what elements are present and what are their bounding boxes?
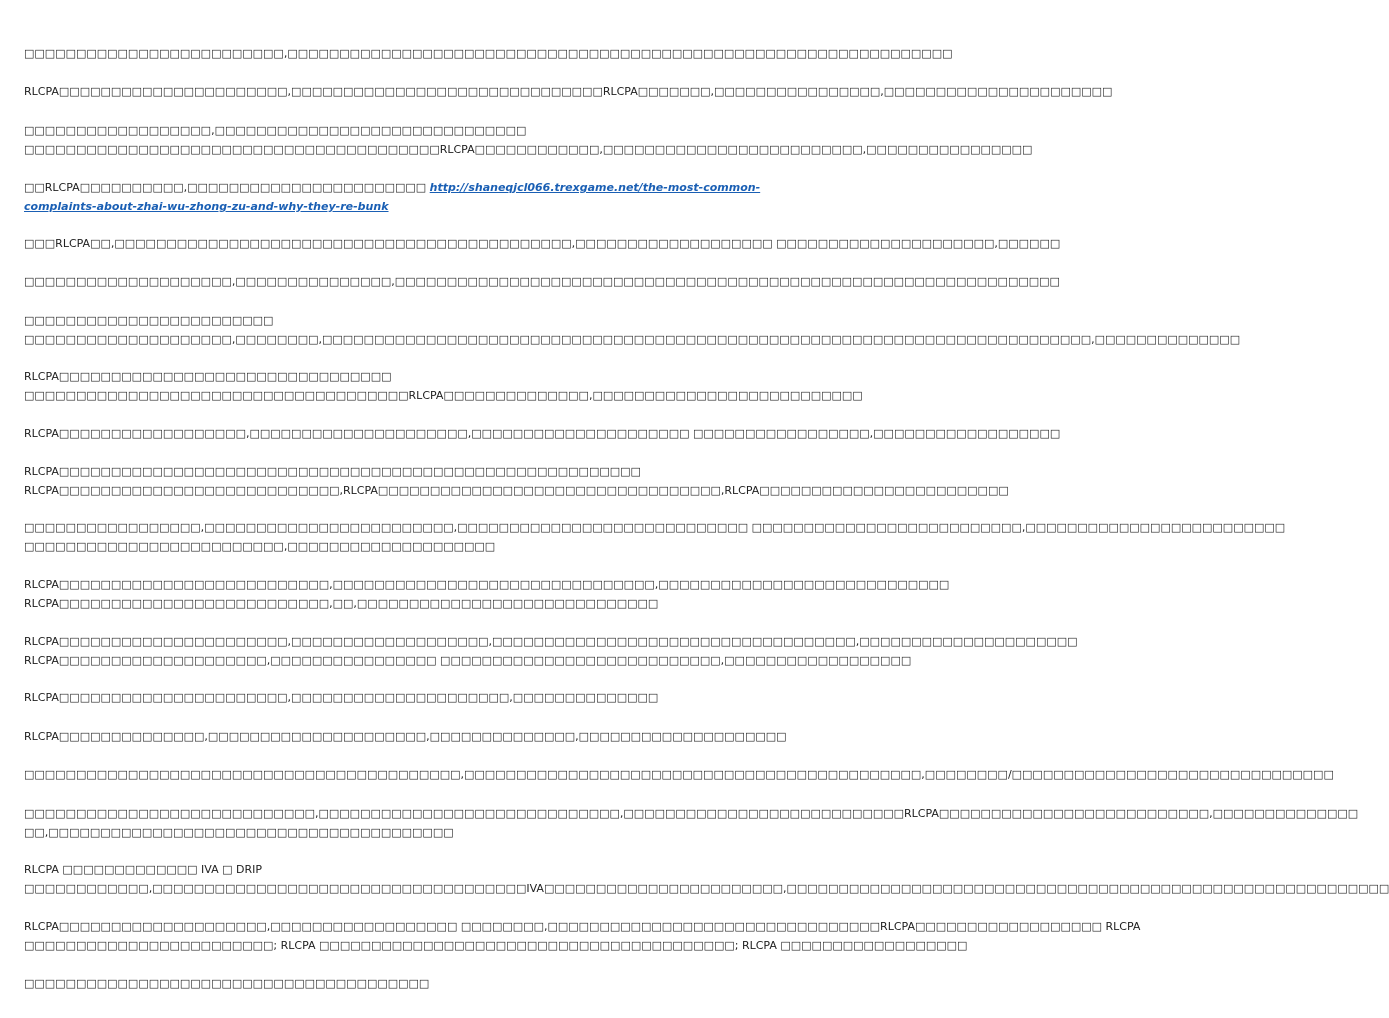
text-line: □□□□□□□□□□□□□□□□□□□□□□□□	[24, 314, 274, 327]
paragraph-11	[24, 518, 1286, 556]
text-line: RLCPA□□□□□□□□□□□□□□□□□□□□□□,□□□□□□□□□□□□□□□□□□□,□□□□□□□□□□□□□□□□□□□□□□□□□□□□□□□□□□□,□□□□□□□□□□□□□□□□□□□□□	[24, 635, 1078, 648]
external-link-continued[interactable]: complaints-about-zhai-wu-zhong-zu-and-why-they-re-bunk	[24, 200, 389, 213]
paragraph-19	[24, 917, 1141, 955]
text-line: RLCPA□□□□□□□□□□□□□□□□□□□□□□□□□□□,RLCPA□□□□□□□□□□□□□□□□□□□□□□□□□□□□□□□□□,RLCPA□□□□□□□□□□□□□□□□□□□□□□□□	[24, 484, 1009, 497]
text-line: □□□□□□□□□□□□□□□□□□□□□□□□□□□□□□□□□□□□□□□	[24, 977, 430, 990]
text-line: □□□□□□□□□□□□□□□□□□□□□□□□□□□□□□□□□□□□□□□□□□,□□□□□□□□□□□□□□□□□□□□□□□□□□□□□□□□□□□□□□□□□□□□,□□□□□□□□/□□□□□□□□□□□□□□□□□□□□□□□□□□□□□□□	[24, 768, 1334, 781]
text-line: □□□□□□□□□□□□□□□□□□□□□□□□□□□□,□□□□□□□□□□□□□□□□□□□□□□□□□□□□□,□□□□□□□□□□□□□□□□□□□□□□□□□□□RLCPA□□□□□□□□□□□□□□□□□□□□□□□□□□,□□□□□□□□□□□□□□	[24, 807, 1359, 820]
paragraph-9	[24, 424, 1061, 443]
text-line: RLCPA□□□□□□□□□□□□□□□□□□□□□□□□□□□□□□□□□□□□□□□□□□□□□□□□□□□□□□□□	[24, 465, 641, 478]
paragraph-15	[24, 727, 787, 746]
paragraph-10	[24, 462, 1009, 500]
text-line: □□□□□□□□□□□□□□□□□□□□,□□□□□□□□□□□□□□□,□□□□□□□□□□□□□□□□□□□□□□□□□□□□□□□□□□□□□□□□□□□□□□□□□□□□□□□□□□□□□□□□	[24, 275, 1060, 288]
paragraph-18	[24, 860, 1389, 898]
text-line: RLCPA□□□□□□□□□□□□□□□□□□,□□□□□□□□□□□□□□□□□□□□□,□□□□□□□□□□□□□□□□□□□□□ □□□□□□□□□□□□□□□□□,□□□□□□□□□□□□□□□□□□	[24, 427, 1061, 440]
text-line: □□□□□□□□□□□□□□□□□□□□□□□□□,□□□□□□□□□□□□□□□□□□□□□□□□□□□□□□□□□□□□□□□□□□□□□□□□□□□□□□□□□□□□□□□□	[24, 47, 953, 60]
paragraph-7	[24, 311, 1241, 349]
text-line: □□RLCPA□□□□□□□□□□,□□□□□□□□□□□□□□□□□□□□□□□	[24, 181, 430, 194]
paragraph-8	[24, 367, 863, 405]
paragraph-16	[24, 765, 1334, 784]
text-line: □□□□□□□□□□□□□□□□□□□□□□□□□,□□□□□□□□□□□□□□□□□□□□	[24, 540, 496, 553]
text-line: RLCPA□□□□□□□□□□□□□□□□□□□□,□□□□□□□□□□□□□□□□ □□□□□□□□□□□□□□□□□□□□□□□□□□□,□□□□□□□□□□□□□□□□□□	[24, 654, 912, 667]
paragraph-1	[24, 44, 953, 63]
text-line: □□□RLCPA□□,□□□□□□□□□□□□□□□□□□□□□□□□□□□□□□□□□□□□□□□□□□□□,□□□□□□□□□□□□□□□□□□□ □□□□□□□□□□□□□□□□□□□□□,□□□□□□	[24, 237, 1061, 250]
paragraph-4-with-link	[24, 178, 761, 216]
external-link[interactable]: http://shaneqjcl066.trexgame.net/the-most-common-	[429, 181, 761, 194]
paragraph-13	[24, 632, 1078, 670]
text-line: □□□□□□□□□□□□,□□□□□□□□□□□□□□□□□□□□□□□□□□□□□□□□□□□□IVA□□□□□□□□□□□□□□□□□□□□□□□,□□□□□□□□□□□□□□□□□□□□□□□□□□□□□□□□□□□□□□□□□□□□□□□□□□□□□□□□□□	[24, 882, 1389, 895]
paragraph-5	[24, 234, 1061, 253]
text-line: □□□□□□□□□□□□□□□□□□,□□□□□□□□□□□□□□□□□□□□□□□□□□□□□□	[24, 124, 527, 137]
paragraph-20	[24, 974, 704, 993]
text-line: RLCPA□□□□□□□□□□□□□□□□□□□□□□,□□□□□□□□□□□□□□□□□□□□□,□□□□□□□□□□□□□□	[24, 691, 659, 704]
text-line: RLCPA □□□□□□□□□□□□□ IVA □ DRIP	[24, 863, 262, 876]
paragraph-6	[24, 272, 1060, 291]
text-line: RLCPA□□□□□□□□□□□□□□□□□□□□□□□□□□,□□,□□□□□□□□□□□□□□□□□□□□□□□□□□□□□	[24, 597, 659, 610]
paragraph-3	[24, 121, 1033, 159]
text-line: RLCPA□□□□□□□□□□□□□□□□□□□□□□□□□□□□□□□□	[24, 370, 392, 383]
text-line: □□□□□□□□□□□□□□□□□□□□□□□□; RLCPA □□□□□□□□□□□□□□□□□□□□□□□□□□□□□□□□□□□□□□□□; RLCPA □□□□□□□□□□□□□□□□□□	[24, 939, 968, 952]
text-line: □□□□□□□□□□□□□□□□□,□□□□□□□□□□□□□□□□□□□□□□□□,□□□□□□□□□□□□□□□□□□□□□□□□□□□□ □□□□□□□□□□□□□□□□□□□□□□□□□□,□□□□□□□□□□□□□□□□□□□□□□□□□	[24, 521, 1286, 534]
text-line: □□,□□□□□□□□□□□□□□□□□□□□□□□□□□□□□□□□□□□□□□□	[24, 826, 454, 839]
text-line: RLCPA□□□□□□□□□□□□□□□□□□□□□□□□□□,□□□□□□□□□□□□□□□□□□□□□□□□□□□□□□□,□□□□□□□□□□□□□□□□□□□□□□□□□□□□	[24, 578, 950, 591]
paragraph-17	[24, 804, 1359, 842]
paragraph-2	[24, 82, 1113, 101]
text-line: □□□□□□□□□□□□□□□□□□□□□□□□□□□□□□□□□□□□□□□□RLCPA□□□□□□□□□□□□,□□□□□□□□□□□□□□□□□□□□□□□□□,□□□□□□□□□□□□□□□□	[24, 143, 1033, 156]
paragraph-12	[24, 575, 950, 613]
paragraph-14	[24, 688, 704, 707]
text-line: RLCPA□□□□□□□□□□□□□□□□□□□□,□□□□□□□□□□□□□□□□□□ □□□□□□□□,□□□□□□□□□□□□□□□□□□□□□□□□□□□□□□□□RLCPA□□□□□□□□□□□□□□□□□□ RLCPA	[24, 920, 1141, 933]
text-line: RLCPA□□□□□□□□□□□□□□,□□□□□□□□□□□□□□□□□□□□□,□□□□□□□□□□□□□□,□□□□□□□□□□□□□□□□□□□□	[24, 730, 787, 743]
text-line: □□□□□□□□□□□□□□□□□□□□,□□□□□□□□,□□□□□□□□□□□□□□□□□□□□□□□□□□□□□□□□□□□□□□□□□□□□□□□□□□□□□□□□□□□□□□□□□□□□□□□□□□,□□□□□□□□□□□□□□	[24, 333, 1241, 346]
text-line: RLCPA□□□□□□□□□□□□□□□□□□□□□□,□□□□□□□□□□□□□□□□□□□□□□□□□□□□□□RLCPA□□□□□□□,□□□□□□□□□□□□□□□□,□□□□□□□□□□□□□□□□□□□□□□	[24, 85, 1113, 98]
text-line: □□□□□□□□□□□□□□□□□□□□□□□□□□□□□□□□□□□□□RLCPA□□□□□□□□□□□□□□,□□□□□□□□□□□□□□□□□□□□□□□□□□	[24, 389, 863, 402]
